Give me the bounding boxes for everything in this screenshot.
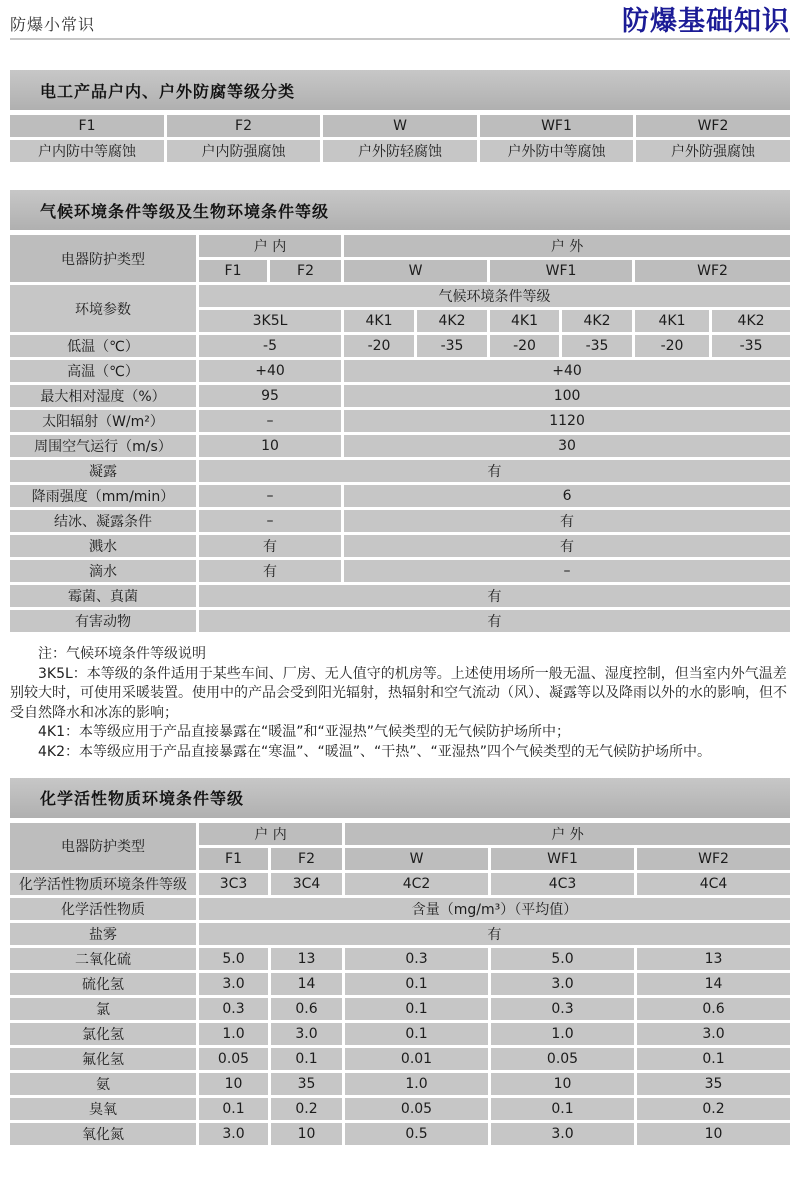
page-header xyxy=(10,0,790,40)
cell: 0.1 xyxy=(491,1098,634,1120)
cell: 10 xyxy=(271,1123,342,1145)
cell: 凝露 xyxy=(10,460,196,482)
cell: 0.01 xyxy=(345,1048,488,1070)
data-table xyxy=(7,232,793,635)
cell: 0.1 xyxy=(345,973,488,995)
cell: 0.6 xyxy=(271,998,342,1020)
cell: 有 xyxy=(344,535,790,557)
header-cell: W xyxy=(344,260,487,282)
section-corrosion xyxy=(10,70,790,165)
cell: 3.0 xyxy=(491,1123,634,1145)
header-cell: F2 xyxy=(167,115,320,137)
cell: 化学活性物质 xyxy=(10,898,196,920)
cell: 14 xyxy=(637,973,790,995)
cell: 3C4 xyxy=(271,873,342,895)
header-cell: WF1 xyxy=(491,848,634,870)
cell: 0.05 xyxy=(199,1048,268,1070)
header-cell: 电器防护类型 xyxy=(10,235,196,282)
cell: 结冰、凝露条件 xyxy=(10,510,196,532)
section-title: 气候环境条件等级及生物环境条件等级 xyxy=(40,201,330,221)
cell: 0.3 xyxy=(491,998,634,1020)
cell: -35 xyxy=(712,335,790,357)
header-cell: 户 外 xyxy=(345,823,790,845)
cell: 有 xyxy=(199,923,790,945)
cell: 硫化氢 xyxy=(10,973,196,995)
cell: 臭氧 xyxy=(10,1098,196,1120)
cell: 10 xyxy=(199,435,341,457)
note-paragraph: 3K5L：本等级的条件适用于某些车间、厂房、无人值守的机房等。上述使用场所一般无温、湿度控制，但当室内外气温差别较大时，可使用采暖装置。使用中的产品会受到阳光辐射，热辐射和空气流动（风）、凝露等以及降雨以外的水的影响，但不受自然降水和冰冻的影响； xyxy=(10,665,787,721)
header-cell: WF2 xyxy=(637,848,790,870)
section-title: 电工产品户内、户外防腐等级分类 xyxy=(40,81,296,101)
cell: 0.2 xyxy=(637,1098,790,1120)
header-cell: F1 xyxy=(10,115,164,137)
cell: 户外防中等腐蚀 xyxy=(480,140,633,162)
table-row xyxy=(10,610,790,632)
cell: 0.1 xyxy=(345,1023,488,1045)
cell: 4K2 xyxy=(417,310,487,332)
table-row xyxy=(10,140,790,162)
cell: – xyxy=(199,510,341,532)
cell: 二氧化硫 xyxy=(10,948,196,970)
cell: 3.0 xyxy=(491,973,634,995)
cell: 0.05 xyxy=(345,1098,488,1120)
cell: -35 xyxy=(417,335,487,357)
cell: 3.0 xyxy=(271,1023,342,1045)
cell: 13 xyxy=(637,948,790,970)
cell: 盐雾 xyxy=(10,923,196,945)
table-row xyxy=(10,410,790,432)
header-cell: W xyxy=(323,115,477,137)
cell: 气候环境条件等级 xyxy=(199,285,790,307)
cell: 0.1 xyxy=(271,1048,342,1070)
cell: +40 xyxy=(344,360,790,382)
doc-subtitle: 防爆小常识 xyxy=(10,15,96,34)
cell: 霉菌、真菌 xyxy=(10,585,196,607)
cell: 10 xyxy=(199,1073,268,1095)
header-cell: F1 xyxy=(199,848,268,870)
table-row xyxy=(10,823,790,845)
table-row xyxy=(10,1073,790,1095)
cell: 最大相对湿度（%） xyxy=(10,385,196,407)
cell: 氧化氮 xyxy=(10,1123,196,1145)
cell: 有害动物 xyxy=(10,610,196,632)
cell: 3K5L xyxy=(199,310,341,332)
chemical-table-container xyxy=(10,820,790,1148)
header-cell: WF2 xyxy=(636,115,790,137)
cell: 降雨强度（mm/min） xyxy=(10,485,196,507)
cell: 95 xyxy=(199,385,341,407)
note-paragraph: 4K1：本等级应用于产品直接暴露在“暖温”和“亚湿热”气候类型的无气候防护场所中； xyxy=(38,724,571,741)
cell: 3.0 xyxy=(199,973,268,995)
cell: 10 xyxy=(637,1123,790,1145)
cell: 太阳辐射（W/m²） xyxy=(10,410,196,432)
section-climate xyxy=(10,190,790,763)
cell: 0.3 xyxy=(345,948,488,970)
table-row xyxy=(10,285,790,307)
cell: 有 xyxy=(199,610,790,632)
header-cell: F1 xyxy=(199,260,267,282)
cell: – xyxy=(344,560,790,582)
table-row xyxy=(10,535,790,557)
table-row xyxy=(10,1023,790,1045)
cell: 14 xyxy=(271,973,342,995)
header-cell: WF2 xyxy=(635,260,790,282)
cell: 0.6 xyxy=(637,998,790,1020)
cell: 化学活性物质环境条件等级 xyxy=(10,873,196,895)
header-cell: 户 外 xyxy=(344,235,790,257)
cell: 0.05 xyxy=(491,1048,634,1070)
data-table xyxy=(7,112,793,165)
cell: 0.3 xyxy=(199,998,268,1020)
table-row xyxy=(10,923,790,945)
cell: 3.0 xyxy=(199,1123,268,1145)
table-row xyxy=(10,485,790,507)
cell: 35 xyxy=(637,1073,790,1095)
cell: 氨 xyxy=(10,1073,196,1095)
cell: +40 xyxy=(199,360,341,382)
cell: 4C2 xyxy=(345,873,488,895)
climate-table-container xyxy=(10,232,790,635)
table-row xyxy=(10,1098,790,1120)
cell: 0.1 xyxy=(637,1048,790,1070)
cell: 户内防中等腐蚀 xyxy=(10,140,164,162)
cell: 1120 xyxy=(344,410,790,432)
table-row xyxy=(10,1048,790,1070)
cell: 35 xyxy=(271,1073,342,1095)
cell: 有 xyxy=(344,510,790,532)
cell: 滴水 xyxy=(10,560,196,582)
table-row xyxy=(10,973,790,995)
cell: 环境参数 xyxy=(10,285,196,332)
section-chemical xyxy=(10,778,790,1148)
cell: 氯 xyxy=(10,998,196,1020)
cell: 高温（℃） xyxy=(10,360,196,382)
cell: -20 xyxy=(635,335,709,357)
cell: 有 xyxy=(199,585,790,607)
header-cell: WF1 xyxy=(490,260,632,282)
note-paragraph: 注：气候环境条件等级说明 xyxy=(38,646,206,662)
cell: 4C4 xyxy=(637,873,790,895)
corrosion-table-container xyxy=(10,112,790,165)
cell: 4C3 xyxy=(491,873,634,895)
section-title-bar xyxy=(10,70,790,110)
cell: 0.1 xyxy=(199,1098,268,1120)
section-title: 化学活性物质环境条件等级 xyxy=(40,789,245,809)
cell: 5.0 xyxy=(199,948,268,970)
cell: -20 xyxy=(490,335,559,357)
cell: 有 xyxy=(199,460,790,482)
cell: 3.0 xyxy=(637,1023,790,1045)
cell: 氯化氢 xyxy=(10,1023,196,1045)
cell: 3C3 xyxy=(199,873,268,895)
table-row xyxy=(10,948,790,970)
cell: 4K1 xyxy=(635,310,709,332)
cell: -20 xyxy=(344,335,414,357)
section-title-bar xyxy=(10,190,790,230)
table-row xyxy=(10,360,790,382)
header-cell: 电器防护类型 xyxy=(10,823,196,870)
cell: 有 xyxy=(199,535,341,557)
header-cell: F2 xyxy=(271,848,342,870)
table-row xyxy=(10,998,790,1020)
table-row xyxy=(10,873,790,895)
page-title: 防爆基础知识 xyxy=(622,6,790,37)
cell: 1.0 xyxy=(199,1023,268,1045)
cell: 低温（℃） xyxy=(10,335,196,357)
header-cell: F2 xyxy=(270,260,341,282)
cell: 5.0 xyxy=(491,948,634,970)
cell: 户外防强腐蚀 xyxy=(636,140,790,162)
table-row xyxy=(10,898,790,920)
cell: – xyxy=(199,410,341,432)
table-row xyxy=(10,1123,790,1145)
cell: -35 xyxy=(562,335,632,357)
cell: 有 xyxy=(199,560,341,582)
cell: 周围空气运行（m/s） xyxy=(10,435,196,457)
header-cell: W xyxy=(345,848,488,870)
cell: 户外防轻腐蚀 xyxy=(323,140,477,162)
table-row xyxy=(10,585,790,607)
cell: 0.1 xyxy=(345,998,488,1020)
data-table xyxy=(7,820,793,1148)
table-row xyxy=(10,385,790,407)
cell: 4K2 xyxy=(562,310,632,332)
cell: 13 xyxy=(271,948,342,970)
cell: 1.0 xyxy=(491,1023,634,1045)
table-row xyxy=(10,435,790,457)
cell: 10 xyxy=(491,1073,634,1095)
cell: 4K1 xyxy=(490,310,559,332)
cell: 30 xyxy=(344,435,790,457)
cell: 溅水 xyxy=(10,535,196,557)
table-row xyxy=(10,510,790,532)
cell: 0.5 xyxy=(345,1123,488,1145)
table-row xyxy=(10,560,790,582)
cell: – xyxy=(199,485,341,507)
cell: 含量（mg/m³）（平均值） xyxy=(199,898,790,920)
header-cell: 户 内 xyxy=(199,823,342,845)
table-row xyxy=(10,115,790,137)
header-cell: 户 内 xyxy=(199,235,341,257)
cell: 100 xyxy=(344,385,790,407)
cell: -5 xyxy=(199,335,341,357)
climate-notes xyxy=(10,645,790,763)
table-row xyxy=(10,460,790,482)
header-cell: WF1 xyxy=(480,115,633,137)
cell: 0.2 xyxy=(271,1098,342,1120)
section-title-bar xyxy=(10,778,790,818)
table-row xyxy=(10,235,790,257)
cell: 1.0 xyxy=(345,1073,488,1095)
table-row xyxy=(10,335,790,357)
cell: 6 xyxy=(344,485,790,507)
cell: 氟化氢 xyxy=(10,1048,196,1070)
cell: 4K2 xyxy=(712,310,790,332)
cell: 4K1 xyxy=(344,310,414,332)
cell: 户内防强腐蚀 xyxy=(167,140,320,162)
note-paragraph: 4K2：本等级应用于产品直接暴露在“寒温”、“暖温”、“干热”、“亚湿热”四个气候类型的无气候防护场所中。 xyxy=(38,743,712,760)
